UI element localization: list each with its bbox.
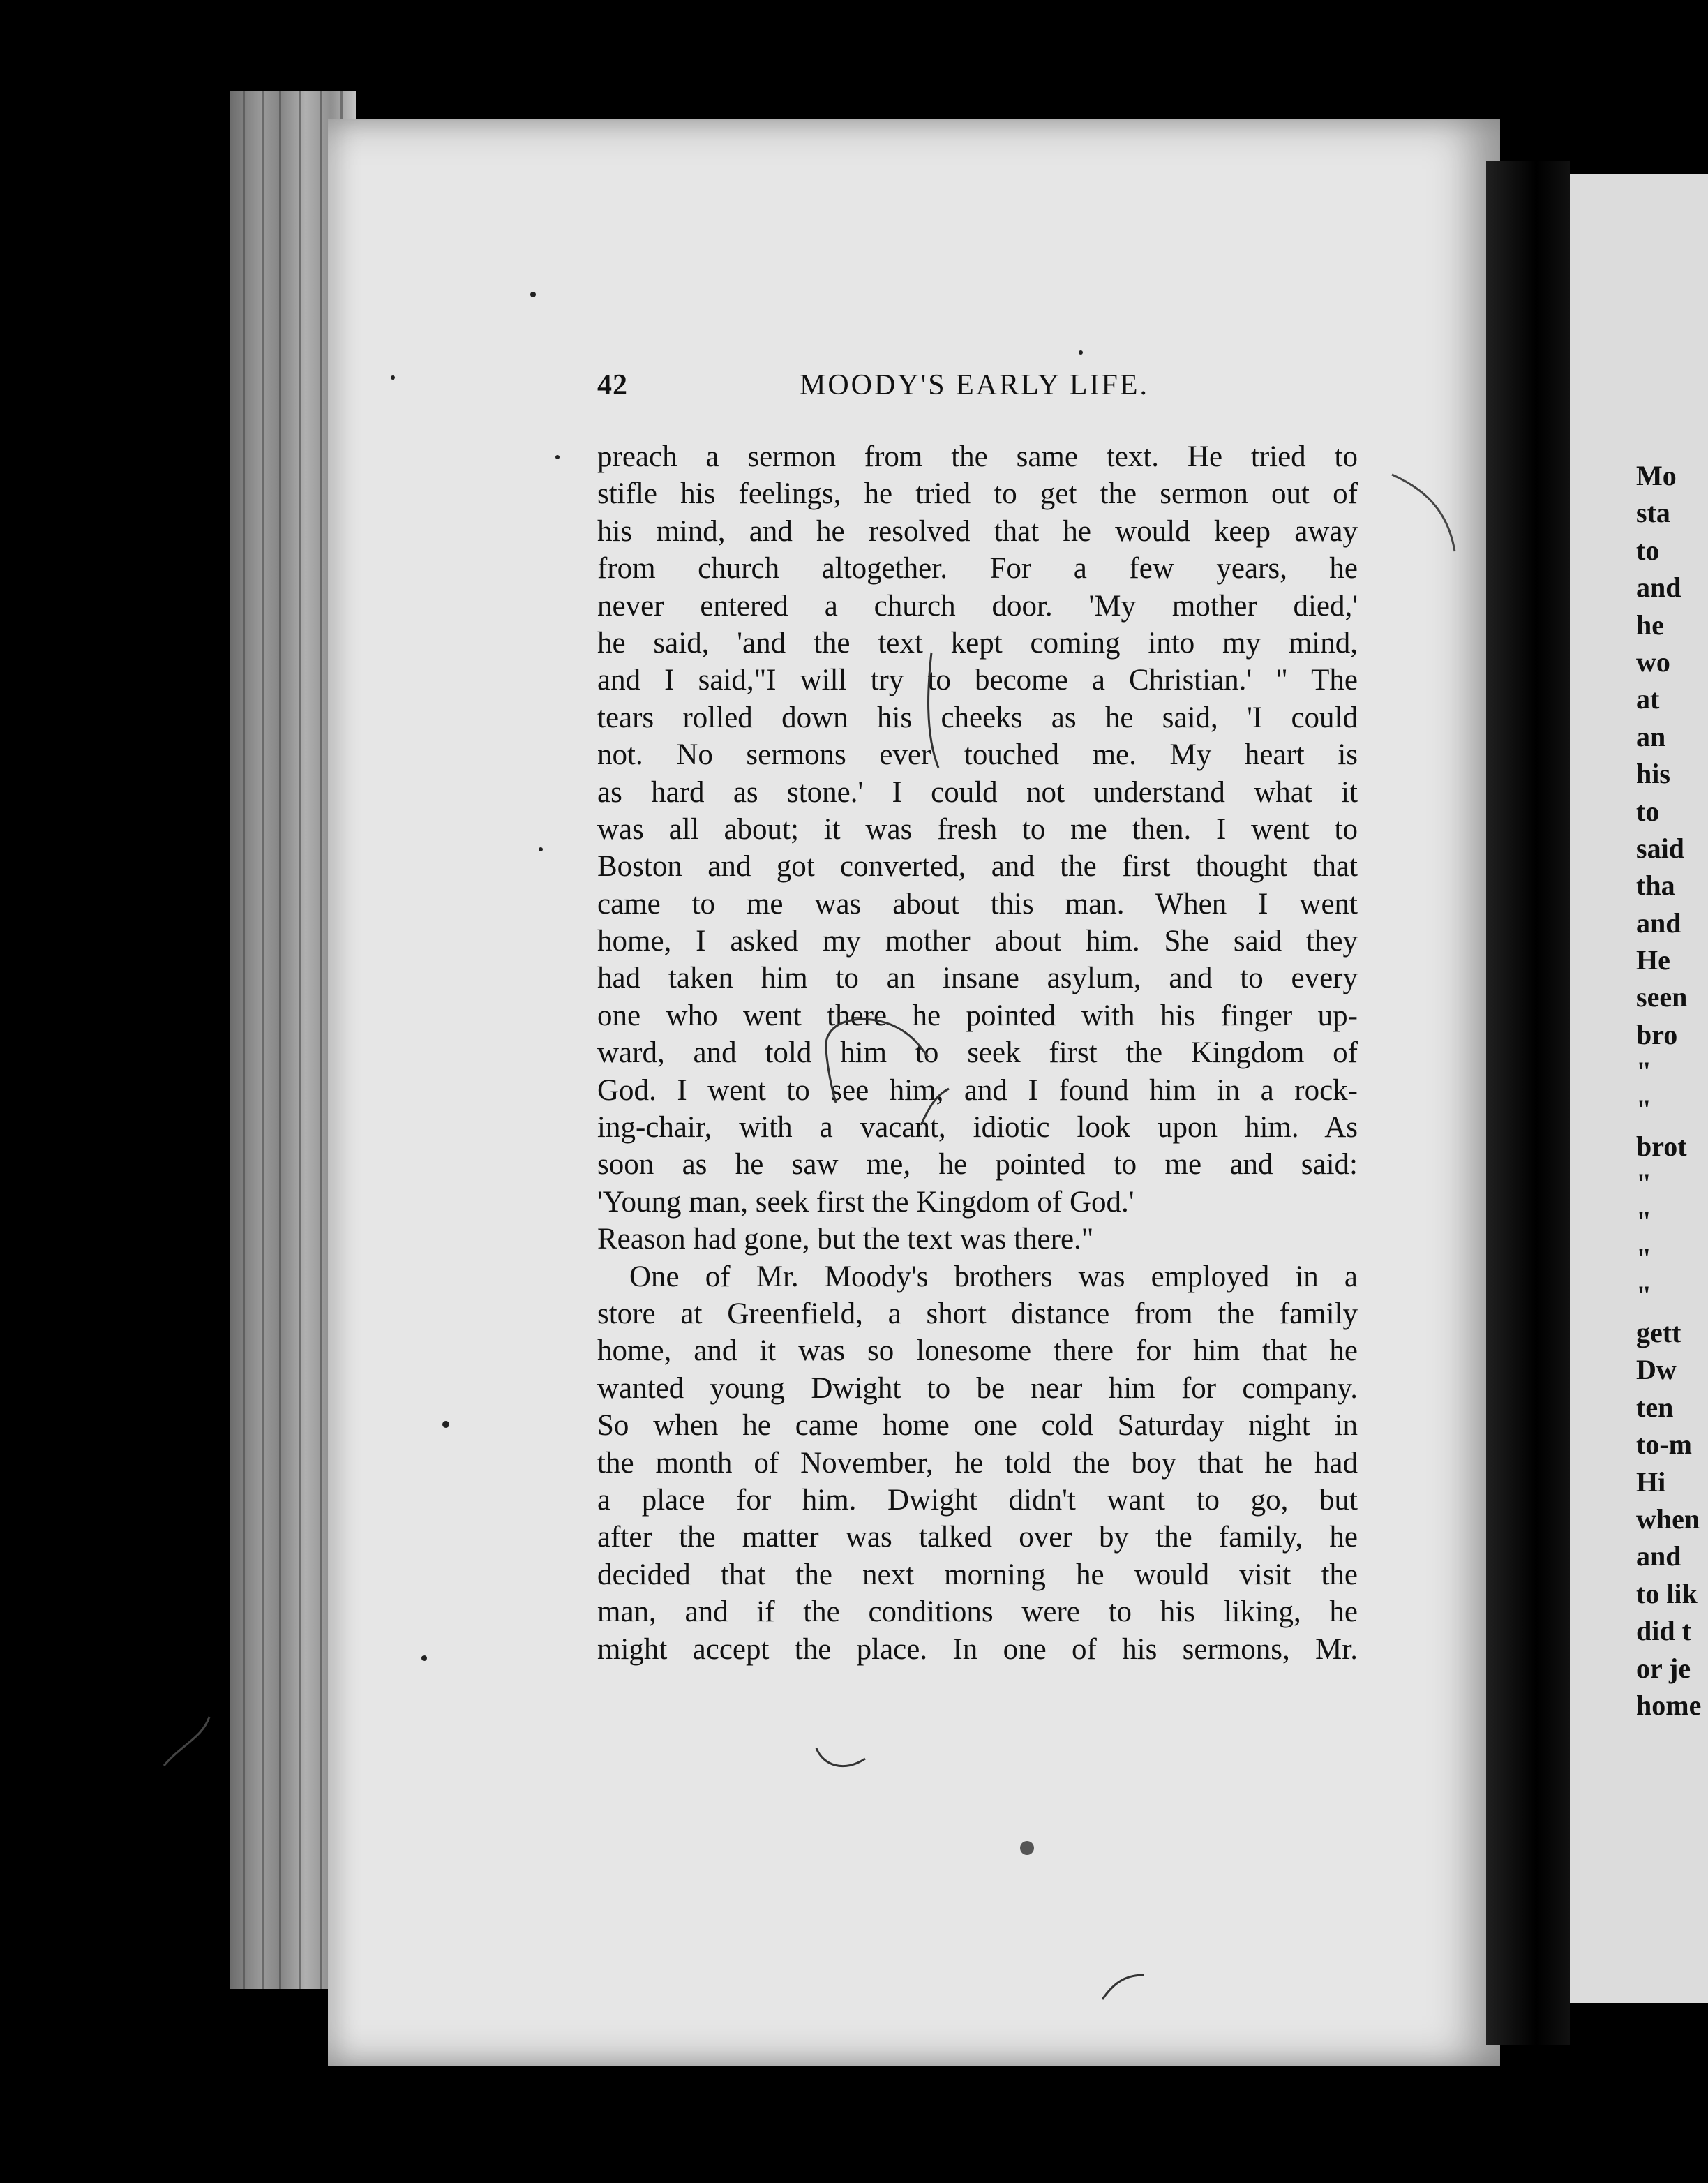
text-line: the month of November, he told the boy that he had (597, 1446, 1358, 1480)
text-line: he said, 'and the text kept coming into my mind, (597, 626, 1358, 660)
text-line: So when he came home one cold Saturday night in (597, 1409, 1358, 1443)
fragment-line: gett (1636, 1316, 1681, 1348)
text-line: Boston and got converted, and the first thought that (597, 850, 1358, 884)
text-line: decided that the next morning he would visit the (597, 1558, 1358, 1591)
dust-speck (442, 1421, 449, 1428)
text-line: might accept the place. In one of his sermons, Mr. (597, 1632, 1358, 1666)
text-line: man, and if the conditions were to his liking, he (597, 1595, 1358, 1629)
fragment-line: ten (1636, 1391, 1674, 1423)
text-line: from church altogether. For a few years, he (597, 552, 1358, 586)
text-line: ward, and told him to seek first the Kingdom of (597, 1036, 1358, 1070)
fragment-line: tha (1636, 870, 1675, 902)
fragment-line: an (1636, 720, 1666, 752)
fragment-line: brot (1636, 1131, 1687, 1163)
text-line: home, I asked my mother about him. She said they (597, 925, 1358, 958)
text-line: a place for him. Dwight didn't want to go, but (597, 1483, 1358, 1517)
dust-speck (391, 375, 395, 380)
fragment-line: at (1636, 683, 1660, 715)
text-line: home, and it was so lonesome there for him that he (597, 1334, 1358, 1368)
fragment-line: and (1636, 907, 1681, 939)
fragment-line: wo (1636, 646, 1670, 678)
fragment-line: to (1636, 534, 1660, 566)
text-line: soon as he saw me, he pointed to me and said: (597, 1148, 1358, 1182)
fragment-line: " (1636, 1242, 1652, 1274)
text-line: not. No sermons ever touched me. My heart is (597, 738, 1358, 772)
text-line: tears rolled down his cheeks as he said, 'I could (597, 701, 1358, 734)
fragment-line: Dw (1636, 1354, 1677, 1386)
fragment-line: home (1636, 1689, 1702, 1721)
dust-speck (421, 1655, 427, 1661)
fragment-line: " (1636, 1056, 1652, 1088)
fragment-line: he (1636, 609, 1664, 641)
dust-speck (539, 847, 543, 851)
text-line: store at Greenfield, a short distance from the family (597, 1297, 1358, 1330)
fragment-line: Hi (1636, 1466, 1666, 1498)
text-line: stifle his feelings, he tried to get the sermon out of (597, 477, 1358, 511)
fragment-line: " (1636, 1093, 1652, 1125)
fragment-line: said (1636, 832, 1684, 864)
fragment-line: or je (1636, 1652, 1691, 1684)
page-number: 42 (597, 369, 628, 401)
text-line: Reason had gone, but the text was there." (597, 1223, 1094, 1256)
fragment-line: " (1636, 1168, 1652, 1200)
fragment-line: Mo (1636, 460, 1677, 491)
fragment-line: when (1636, 1503, 1700, 1535)
text-line: One of Mr. Moody's brothers was employed in a (629, 1260, 1358, 1293)
fragment-line: and (1636, 1540, 1681, 1572)
text-line: as hard as stone.' I could not understand what it (597, 775, 1358, 809)
fragment-line: his (1636, 758, 1670, 790)
text-line: God. I went to see him, and I found him in a rock- (597, 1073, 1358, 1107)
fragment-line: to (1636, 795, 1660, 827)
dust-speck (555, 455, 560, 459)
fragment-line: to lik (1636, 1577, 1698, 1609)
dust-speck (1020, 1841, 1034, 1855)
fragment-line: sta (1636, 497, 1670, 529)
fragment-line: to-m (1636, 1429, 1692, 1461)
text-line: preach a sermon from the same text. He tried to (597, 440, 1358, 473)
dust-speck (530, 292, 536, 297)
text-line: his mind, and he resolved that he would keep away (597, 514, 1358, 548)
fragment-line: and (1636, 572, 1681, 604)
dust-speck (1079, 350, 1083, 355)
text-line: never entered a church door. 'My mother died,' (597, 589, 1358, 623)
fragment-line: " (1636, 1205, 1652, 1237)
running-title: MOODY'S EARLY LIFE. (800, 369, 1149, 401)
text-line: was all about; it was fresh to me then. I went to (597, 812, 1358, 846)
fragment-line: bro (1636, 1018, 1678, 1050)
text-line: ing-chair, with a vacant, idiotic look upon him. As (597, 1111, 1358, 1145)
fragment-line: He (1636, 944, 1670, 976)
text-line: had taken him to an insane asylum, and to every (597, 962, 1358, 995)
text-line: after the matter was talked over by the family, he (597, 1521, 1358, 1554)
fragment-line: seen (1636, 981, 1688, 1013)
fragment-line: did t (1636, 1615, 1691, 1647)
fragment-line: " (1636, 1279, 1652, 1311)
text-line: one who went there he pointed with his finger up- (597, 999, 1358, 1032)
text-line: 'Young man, seek first the Kingdom of God.' (597, 1185, 1134, 1219)
text-line: came to me was about this man. When I went (597, 887, 1358, 921)
text-line: wanted young Dwight to be near him for company. (597, 1371, 1358, 1405)
text-line: and I said,"I will try to become a Christian.' " The (597, 664, 1358, 697)
